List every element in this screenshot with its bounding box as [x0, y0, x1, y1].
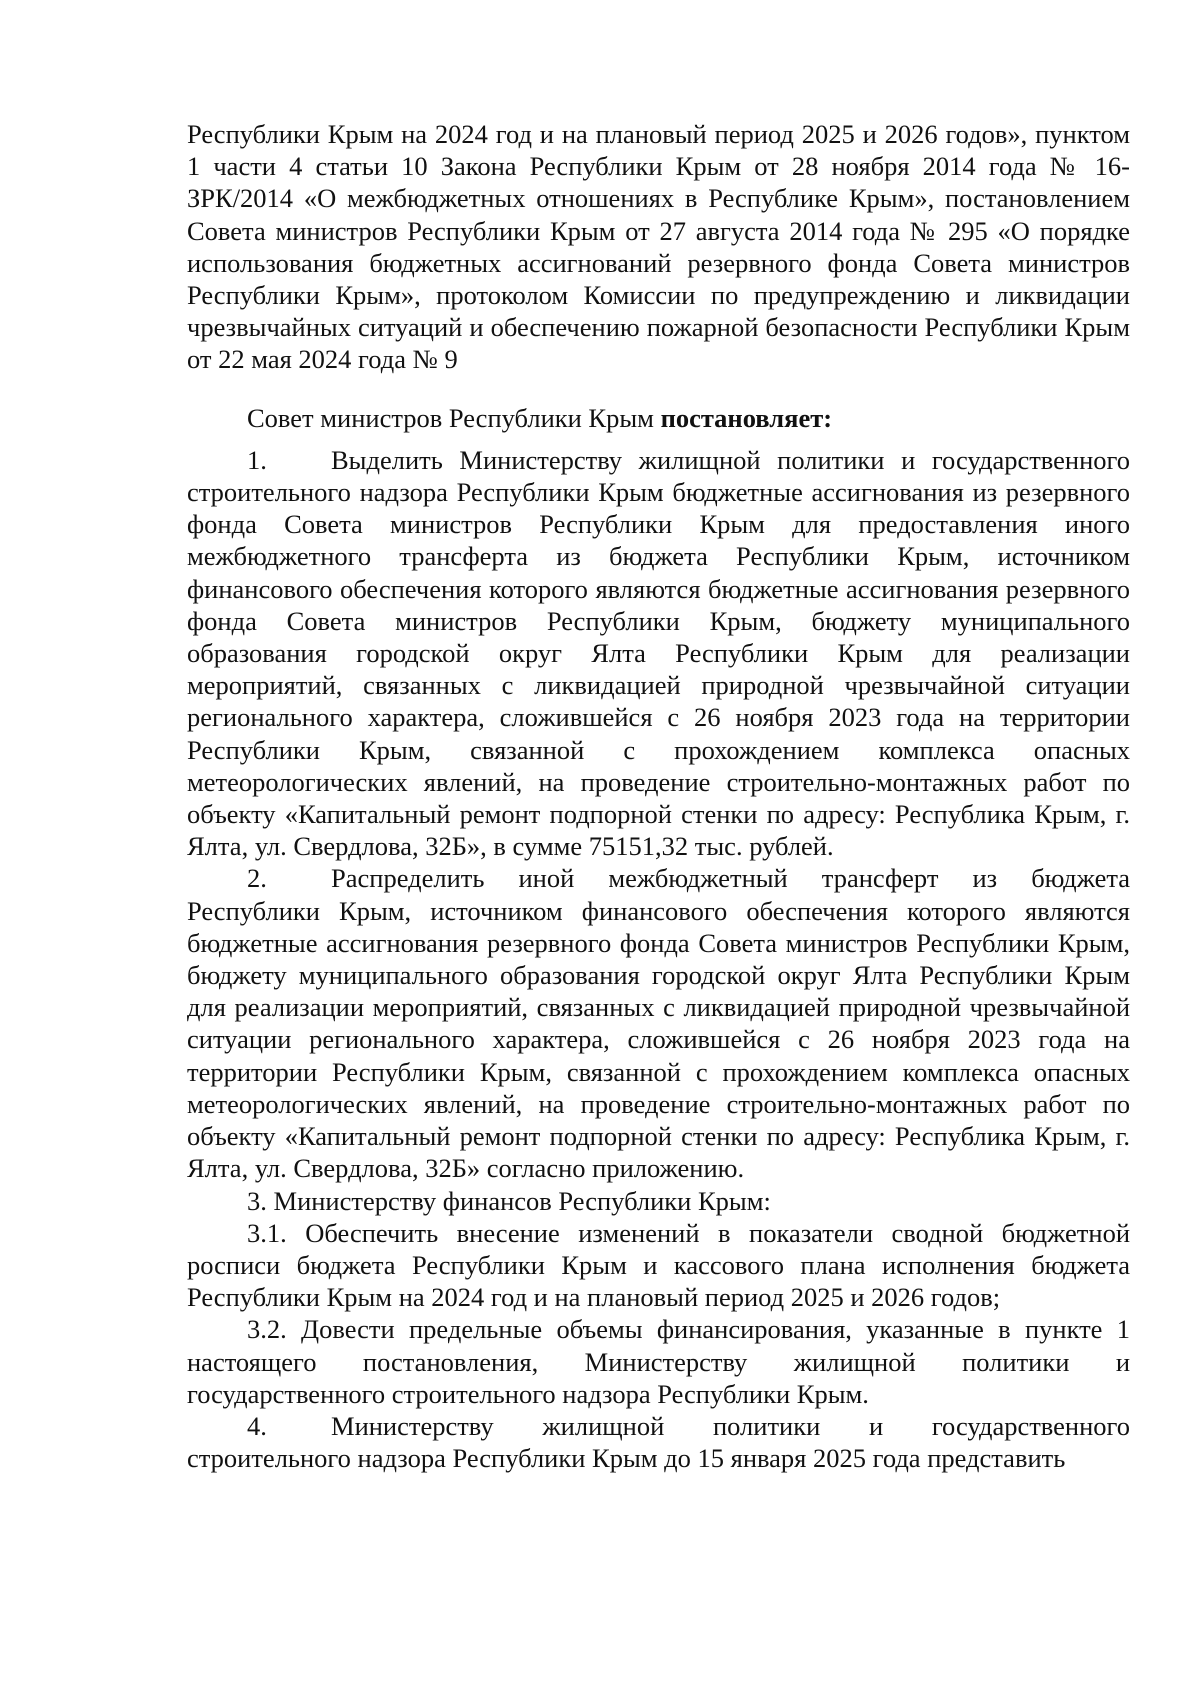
item-4-text: Министерству жилищной политики и государственного строительного надзора Республики Крым до 15 января 2025 года представить [187, 1410, 1130, 1474]
item-4-paragraph [187, 1410, 1130, 1474]
item-1-paragraph [187, 444, 1130, 863]
item-3-intro: 3. Министерству финансов Республики Крым: [247, 1185, 771, 1216]
item-1-text: Выделить Министерству жилищной политики и государственного строительного надзора Республики Крым бюджетные ассигнования из резервного фонда Совета министров Республики Крым для предоставления иного межбюджетного трансферта из бюджета Республики Крым, источником финансового обеспечения которого являются бюджетные ассигнования резервного фонда Совета министров Республики Крым, бюджету муниципального образования городской округ Ялта Республики Крым для реализации мероприятий, связанных с ликвидацией природной чрезвычайной ситуации регионального характера, сложившейся с 26 ноября 2023 года на территории Республики Крым, связанной с прохождением комплекса опасных метеорологических явлений, на проведение строительно-монтажных работ по объекту «Капитальный ремонт подпорной стенки по адресу: Республика Крым, г. Ялта, ул. Свердлова, 32Б», в сумме 75151,32 тыс. рублей. [187, 444, 1130, 862]
item-2-paragraph [187, 862, 1130, 1184]
resolution-keyword: постановляет: [660, 402, 833, 433]
item-4-number: 4. [247, 1410, 267, 1441]
item-1-number: 1. [247, 444, 267, 475]
resolution-prefix: Совет министров Республики Крым [247, 402, 661, 433]
resolution-line [187, 402, 1130, 434]
item-3-2-paragraph: 3.2. Довести предельные объемы финансирования, указанные в пункте 1 настоящего постановления, Министерству жилищной политики и государственного строительного надзора Республики Крым. [187, 1314, 1130, 1409]
item-2-text: Распределить иной межбюджетный трансферт из бюджета Республики Крым, источником финансового обеспечения которого являются бюджетные ассигнования резервного фонда Совета министров Республики Крым, бюджету муниципального образования городской округ Ялта Республики Крым для реализации мероприятий, связанных с ликвидацией природной чрезвычайной ситуации регионального характера, сложившейся с 26 ноября 2023 года на территории Республики Крым, связанной с прохождением комплекса опасных метеорологических явлений, на проведение строительно-монтажных работ по объекту «Капитальный ремонт подпорной стенки по адресу: Республика Крым, г. Ялта, ул. Свердлова, 32Б» согласно приложению. [187, 863, 1130, 1184]
item-2-number: 2. [247, 863, 267, 894]
item-3-1-paragraph: 3.1. Обеспечить внесение изменений в показатели сводной бюджетной росписи бюджета Республики Крым и кассового плана исполнения бюджета Республики Крым на 2024 год и на плановый период 2025 и 2026 годов; [187, 1217, 1130, 1313]
document-body [187, 118, 1130, 1474]
preamble-paragraph: Республики Крым на 2024 год и на плановый период 2025 и 2026 годов», пунктом 1 части 4 статьи 10 Закона Республики Крым от 28 ноября 2014 года № 16-ЗРК/2014 «О межбюджетных отношениях в Республике Крым», постановлением Совета министров Республики Крым от 27 августа 2014 года № 295 «О порядке использования бюджетных ассигнований резервного фонда Совета министров Республики Крым», протоколом Комиссии по предупреждению и ликвидации чрезвычайных ситуаций и обеспечению пожарной безопасности Республики Крым от 22 мая 2024 года № 9 [187, 119, 1130, 375]
